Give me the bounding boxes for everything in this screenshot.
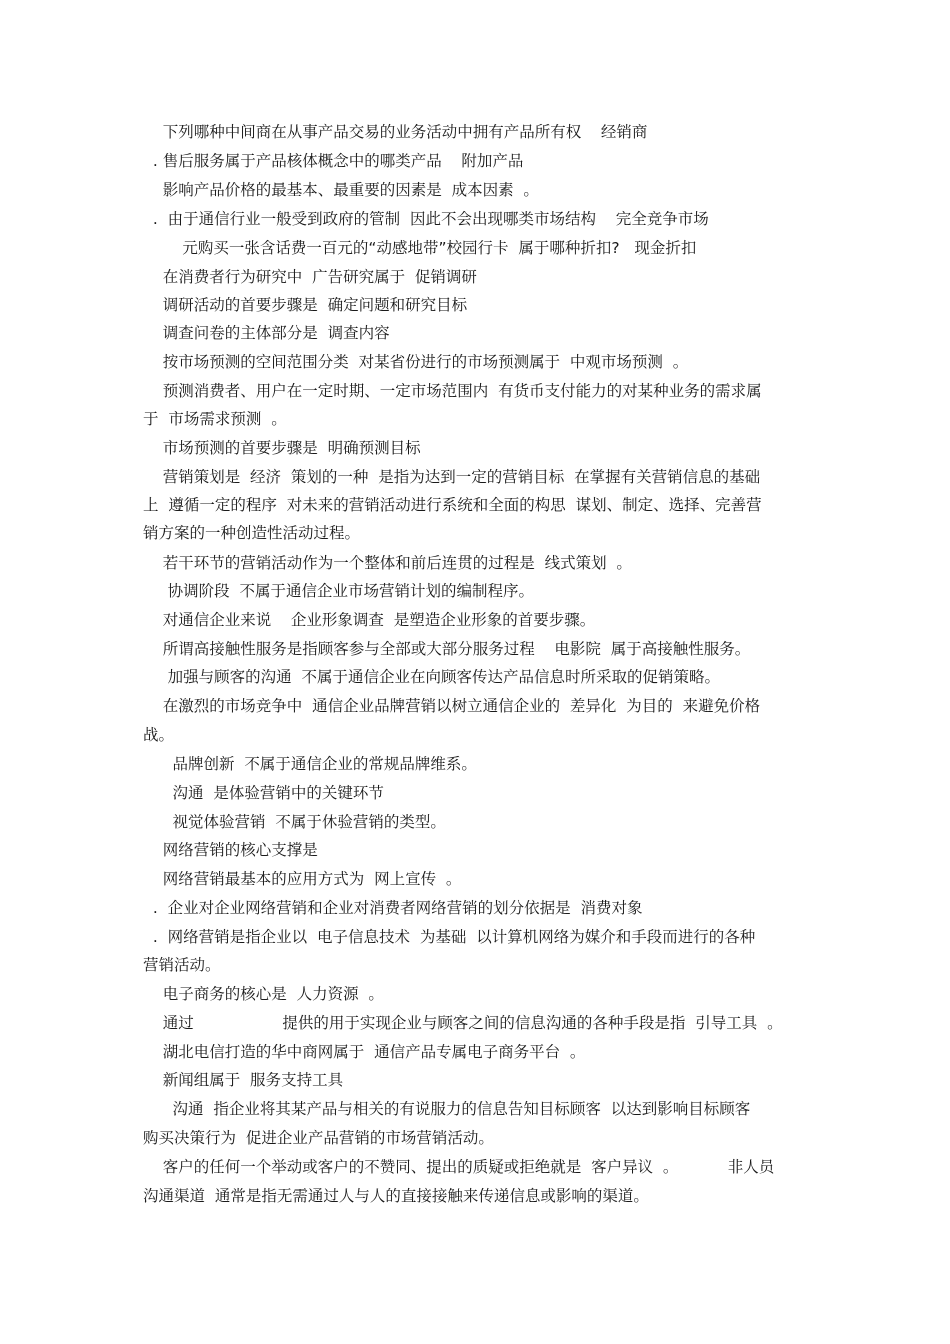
text-line: 网络营销的核心支撑是: [143, 841, 318, 859]
text-line: 协调阶段 不属于通信企业市场营销计划的编制程序。: [143, 582, 534, 600]
text-line: 在激烈的市场竞争中 通信企业品牌营销以树立通信企业的 差异化 为目的 来避免价格: [143, 697, 761, 715]
text-line: 通过 提供的用于实现企业与顾客之间的信息沟通的各种手段是指 引导工具 。: [143, 1014, 783, 1032]
text-line: 加强与顾客的沟通 不属于通信企业在向顾客传达产品信息时所采取的促销策略。: [143, 668, 720, 686]
text-line: 上 遵循一定的程序 对未来的营销活动进行系统和全面的构思 谋划、制定、选择、完善营: [143, 496, 762, 514]
text-line: . 企业对企业网络营销和企业对消费者网络营销的划分依据是 消费对象: [143, 899, 643, 917]
text-line: 对通信企业来说 企业形象调查 是塑造企业形象的首要步骤。: [143, 611, 596, 629]
text-line: 新闻组属于 服务支持工具: [143, 1071, 344, 1089]
text-line: 下列哪种中间商在从事产品交易的业务活动中拥有产品所有权 经销商: [143, 123, 648, 141]
text-line: 预测消费者、用户在一定时期、一定市场范围内 有货币支付能力的对某种业务的需求属: [143, 382, 762, 400]
text-line: 品牌创新 不属于通信企业的常规品牌维系。: [143, 755, 477, 773]
text-line: 所谓高接触性服务是指顾客参与全部或大部分服务过程 电影院 属于高接触性服务。: [143, 640, 751, 658]
text-line: 视觉体验营销 不属于休验营销的类型。: [143, 813, 446, 831]
text-line: 沟通 是体验营销中的关键环节: [143, 784, 384, 802]
text-line: 销方案的一种创造性活动过程。: [143, 524, 361, 542]
text-line: 调研活动的首要步骤是 确定问题和研究目标: [143, 296, 468, 314]
text-line: 于 市场需求预测 。: [143, 410, 287, 428]
text-line: . 由于通信行业一般受到政府的管制 因此不会出现哪类市场结构 完全竞争市场: [143, 210, 709, 228]
text-line: 市场预测的首要步骤是 明确预测目标: [143, 439, 421, 457]
text-line: 调查问卷的主体部分是 调查内容: [143, 324, 390, 342]
text-line: 营销活动。: [143, 956, 221, 974]
text-line: . 售后服务属于产品核体概念中的哪类产品 附加产品: [143, 152, 524, 170]
text-line: 按市场预测的空间范围分类 对某省份进行的市场预测属于 中观市场预测 。: [143, 353, 689, 371]
text-line: 购买决策行为 促进企业产品营销的市场营销活动。: [143, 1129, 494, 1147]
text-line: 湖北电信打造的华中商网属于 通信产品专属电子商务平台 。: [143, 1043, 586, 1061]
text-line: 沟通 指企业将其某产品与相关的有说服力的信息告知目标顾客 以达到影响目标顾客: [143, 1100, 751, 1118]
text-line: 元购买一张含话费一百元的“动感地带”校园行卡 属于哪种折扣? 现金折扣: [143, 239, 697, 257]
text-line: 战。: [143, 726, 175, 744]
text-line: 电子商务的核心是 人力资源 。: [143, 985, 384, 1003]
text-line: 影响产品价格的最基本、最重要的因素是 成本因素 。: [143, 181, 539, 199]
text-line: 在消费者行为研究中 广告研究属于 促销调研: [143, 268, 477, 286]
text-line: 客户的任何一个举动或客户的不赞同、提出的质疑或拒绝就是 客户异议 。 非人员: [143, 1158, 775, 1176]
text-line: 营销策划是 经济 策划的一种 是指为达到一定的营销目标 在掌握有关营销信息的基础: [143, 468, 761, 486]
text-line: . 网络营销是指企业以 电子信息技术 为基础 以计算机网络为媒介和手段而进行的各种: [143, 928, 756, 946]
text-line: 网络营销最基本的应用方式为 网上宣传 。: [143, 870, 462, 888]
text-line: 若干环节的营销活动作为一个整体和前后连贯的过程是 线式策划 。: [143, 554, 632, 572]
text-line: 沟通渠道 通常是指无需通过人与人的直接接触来传递信息或影响的渠道。: [143, 1187, 649, 1205]
